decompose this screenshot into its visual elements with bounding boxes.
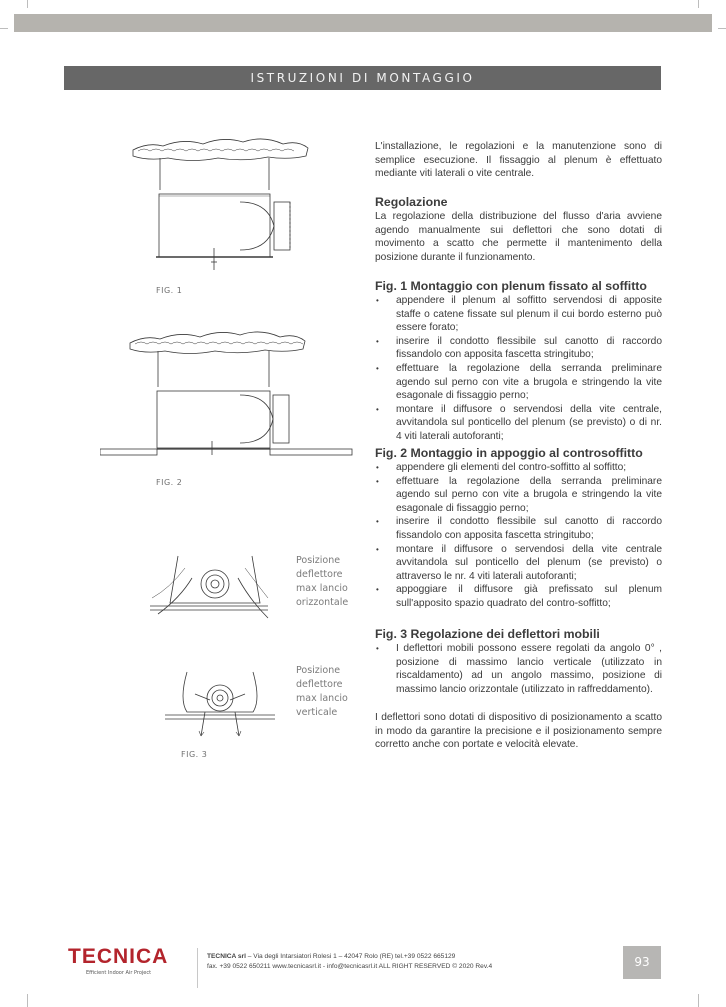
fig2-heading: Fig. 2 Montaggio in appoggio al controsoffitto xyxy=(375,446,643,460)
fig3-heading: Fig. 3 Regolazione dei deflettori mobili xyxy=(375,627,600,641)
crop-mark xyxy=(27,994,28,1007)
logo-wordmark: TECNICA xyxy=(68,945,169,968)
caption-line: max lancio xyxy=(296,583,348,594)
footer-line-2: fax. +39 0522 650211 www.tecnicasrl.it - info@tecnicasrl.it ALL RIGHT RESERVED © 2020 Rev.4 xyxy=(207,963,493,970)
fig3-list xyxy=(375,642,662,696)
list-item: • inserire il condotto flessibile sul canotto di raccordo fissandolo con apposita fascetta stringitubo; xyxy=(375,335,662,362)
intro-block xyxy=(375,140,662,181)
list-item: • appoggiare il diffusore già prefissato sul plenum sull'apposito spazio quadrato del contro-soffitto; xyxy=(375,583,662,610)
list-item: • appendere gli elementi del contro-soffitto al soffitto; xyxy=(375,461,662,475)
footer-address: – Via degli Intarsiatori Rolesi 1 – 42047 Rolo (RE) tel.+39 0522 665129 xyxy=(245,953,456,960)
caption-line: deflettore xyxy=(296,679,343,690)
fig2-list xyxy=(375,461,662,611)
footer-line-1 xyxy=(207,952,492,962)
regolazione-text: La regolazione della distribuzione del flusso d'aria avviene agendo manualmente sui deflettori che sono dotati di movimento a scatto che permette il mantenimento della posizione durante il funzionamento. xyxy=(375,211,662,263)
regolazione-block xyxy=(375,195,662,264)
fig3-label: FIG. 3 xyxy=(181,750,208,759)
crop-mark xyxy=(27,0,28,8)
caption-line: verticale xyxy=(296,707,338,718)
list-item: • I deflettori mobili possono essere regolati da angolo 0° , posizione di massimo lancio verticale (utilizzato in riscaldamento) ad un angolo massimo, posizione di massimo lancio orizzontale (utilizzato in raffreddamento). xyxy=(375,642,662,696)
caption-line: orizzontale xyxy=(296,597,349,608)
logo-tagline: Efficient Indoor Air Project xyxy=(86,970,152,976)
fig2-drawing xyxy=(100,325,360,470)
regolazione-heading: Regolazione xyxy=(375,195,448,209)
fig3-caption-horizontal xyxy=(296,554,348,610)
crop-mark xyxy=(718,28,726,29)
fig1-label: FIG. 1 xyxy=(156,286,183,295)
list-item: • inserire il condotto flessibile sul canotto di raccordo fissandolo con apposita fascetta stringitubo; xyxy=(375,515,662,542)
page-title: ISTRUZIONI DI MONTAGGIO xyxy=(250,71,475,85)
crop-mark xyxy=(698,994,699,1007)
tecnica-logo xyxy=(68,946,173,976)
footer-company: TECNICA srl xyxy=(207,953,246,960)
caption-line: Posizione xyxy=(296,555,341,566)
caption-line: Posizione xyxy=(296,665,341,676)
list-item: • montare il diffusore o servendosi della vite centrale avvitandola sul ponticello del plenum (se previsto) o attraverso le nr. 4 viti laterali autoforanti; xyxy=(375,543,662,584)
crop-mark xyxy=(0,28,8,29)
page-number: 93 xyxy=(634,955,650,969)
fig2-block xyxy=(375,446,662,611)
list-item: • effettuare la regolazione della serranda preliminare agendo sul perno con vite a brugola e stringendo la vite esagonale di fissaggio perno; xyxy=(375,475,662,516)
closing-block xyxy=(375,711,662,752)
list-item: • appendere il plenum al soffitto servendosi di apposite staffe o catene fissate sul plenum il cui bordo esterno può essere forato; xyxy=(375,294,662,335)
fig2-label: FIG. 2 xyxy=(156,478,183,487)
list-item: • effettuare la regolazione della serranda preliminare agendo sul perno con vite a brugola e stringendo la vite esagonale di fissaggio perno; xyxy=(375,362,662,403)
caption-line: deflettore xyxy=(296,569,343,580)
intro-text: L'installazione, le regolazioni e la manutenzione sono di semplice esecuzione. Il fissaggio al plenum è effettuato mediante viti laterali o vite centrale. xyxy=(375,141,662,180)
list-item: • montare il diffusore o servendosi della vite centrale, avvitandola sul ponticello del plenum (se previsto) o di nr. 4 viti laterali autoforanti; xyxy=(375,403,662,444)
fig3-caption-vertical xyxy=(296,664,348,720)
footer-contacts xyxy=(207,952,492,972)
fig1-heading: Fig. 1 Montaggio con plenum fissato al soffitto xyxy=(375,279,647,293)
caption-line: max lancio xyxy=(296,693,348,704)
page-title-banner xyxy=(64,66,661,90)
top-bar xyxy=(14,14,712,32)
closing-text: I deflettori sono dotati di dispositivo di posizionamento a scatto in modo da garantire la precisione e il posizionamento sempre corretto anche con portate e velocità elevate. xyxy=(375,712,662,751)
page-number-box xyxy=(623,946,661,979)
fig3-horizontal-drawing xyxy=(150,548,270,628)
fig3-vertical-drawing xyxy=(165,660,275,740)
crop-mark xyxy=(698,0,699,8)
fig3-block xyxy=(375,627,662,696)
fig1-block xyxy=(375,279,662,444)
footer-divider xyxy=(197,948,198,988)
fig1-drawing xyxy=(128,130,310,275)
fig1-list xyxy=(375,294,662,444)
